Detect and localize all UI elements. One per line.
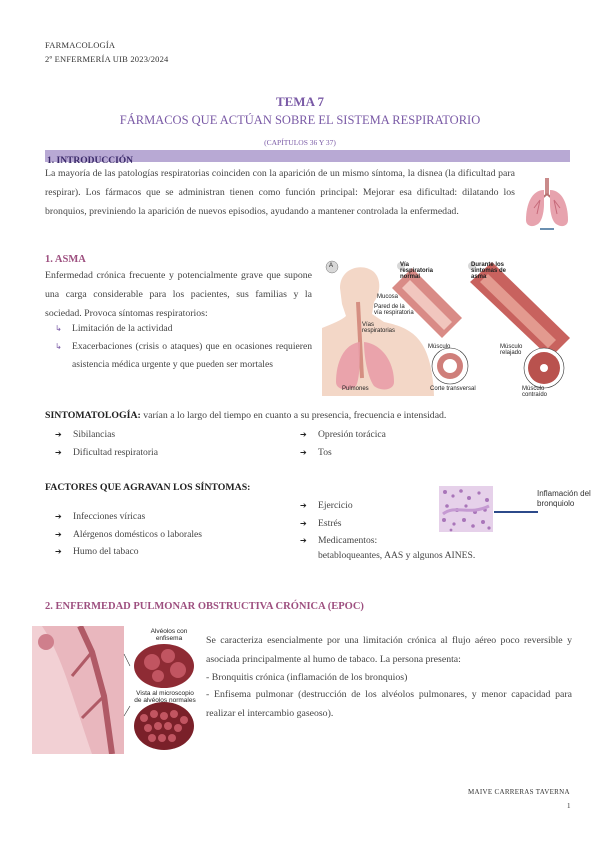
arrow-right-icon: ➔ [55,447,62,457]
hook-arrow-icon: ↳ [55,342,62,351]
intro-heading: 1. INTRODUCCIÓN [47,156,134,166]
list-item: ↳ Exacerbaciones (crisis o ataques) que en ocasiones requieren asistencia médica urgente y que pueden ser mortales [45,338,312,374]
sintomas-col1 [45,426,285,461]
factores-col1 [45,508,285,561]
asma-text: Enfermedad crónica frecuente y potencialmente grave que supone una carga considerable para los pacientes, sus familias y la sociedad. Provoca síntomas respiratorios: [45,270,312,319]
list-item: ➔ Humo del tabaco [45,543,285,561]
fig-label-pulmones: Pulmones [342,386,369,392]
medicamentos-list: betabloqueantes, AAS y algunos AINES. [318,550,476,561]
fig-label-musculo-relajado: Músculo relajado [500,344,523,356]
header-course: 2º ENFERMERÍA UIB 2023/2024 [45,54,169,64]
fig-label-via-normal: Vía respiratoria normal [400,262,434,280]
footer-author: MAIVE CARRERAS TAVERNA [468,788,570,796]
fig-label-a: A [329,263,334,269]
list-item: ➔ Opresión torácica [290,426,530,444]
sintomatologia-label: SINTOMATOLOGÍA: [45,410,141,421]
fig-label-alveolos-enfisema: Alvéolos con enfisema [150,628,188,642]
epoc-bullet-2: - Enfisema pulmonar (destrucción de los alvéolos pulmonares, y menor capacidad para realizar el intercambio gaseoso). [206,689,572,719]
page-title: FÁRMACOS QUE ACTÚAN SOBRE EL SISTEMA RESPIRATORIO [119,113,481,127]
page-number: 1 [567,802,571,810]
fig-label-corte: Corte transversal [430,386,476,392]
arrow-right-icon: ➔ [55,430,62,439]
arrow-right-icon: ➔ [300,501,307,510]
list-item: ➔ Ejercicio [290,497,440,515]
sintomas-col2 [290,426,530,461]
list-item: ➔ Dificultad respiratoria [45,444,285,462]
fig-label-musculo-contraido: Músculo contraído [522,386,548,396]
asma-heading: 1. ASMA [45,254,86,265]
arrow-right-icon: ➔ [300,447,307,457]
chapters-note: (CAPÍTULOS 36 Y 37) [264,138,336,147]
fig-label-alveolos-normales: Vista al microscopio de alvéolos normales [134,690,196,704]
emphysema-figure [32,626,198,754]
header-subject: FARMACOLOGÍA [45,40,116,50]
fig-label-vias: Vías respiratorias [362,322,396,334]
asthma-figure [322,258,570,396]
sintomatologia-text: varían a lo largo del tiempo en cuanto a su presencia, frecuencia e intensidad. [140,410,447,421]
fig-label-sintomas: Durante los síntomas de asma [471,262,507,280]
hook-arrow-icon: ↳ [55,324,62,333]
lungs-image [522,176,572,232]
arrow-right-icon: ➔ [55,529,62,539]
fig-label-musculo: Músculo [428,344,451,350]
list-item: ➔ Estrés [290,515,440,533]
pointer-line [494,511,538,513]
epoc-text: Se caracteriza esencialmente por una limitación crónica al flujo aéreo poco reversible y asociada principalmente al humo de tabaco. La persona presenta: [206,635,572,665]
factores-col2 [290,497,440,550]
list-item: ➔ Alérgenos domésticos o laborales [45,526,285,544]
arrow-right-icon: ➔ [300,536,307,545]
arrow-right-icon: ➔ [55,547,62,556]
epoc-bullet-1: - Bronquitis crónica (inflamación de los bronquios) [206,672,408,683]
intro-heading-band [45,150,570,166]
inflamacion-label: Inflamación del bronquiolo [537,489,591,508]
list-item: ➔ Sibilancias [45,426,285,444]
arrow-right-icon: ➔ [300,518,307,528]
arrow-right-icon: ➔ [55,512,62,521]
epoc-heading: 2. ENFERMEDAD PULMONAR OBSTRUCTIVA CRÓNICA (EPOC) [45,601,364,612]
list-item: ➔ Infecciones víricas [45,508,285,526]
bronchiole-histology-image [439,486,493,532]
list-item: ➔ Medicamentos: [290,532,440,550]
asma-list [45,320,312,374]
list-item: ➔ Tos [290,444,530,462]
list-item: ↳ Limitación de la actividad [45,320,312,338]
sintomatologia-line [45,410,570,421]
tema-title: TEMA 7 [275,94,325,109]
intro-text: La mayoría de las patologías respiratorias coinciden con la aparición de un mismo síntoma, la disnea (la dificultad para respirar). Los fármacos que se administran tienen como función principal: Mejorar esa dificultad: dilatando los bronquios, previniendo la aparición de nuevos episodios, ayudando a mantener controlada la enfermedad. [45,168,515,217]
fig-label-mucosa: Mucosa [377,294,399,300]
fig-label-pared: Pared de la vía respiratoria [374,304,414,316]
factores-heading: FACTORES QUE AGRAVAN LOS SÍNTOMAS: [45,482,251,493]
arrow-right-icon: ➔ [300,430,307,439]
